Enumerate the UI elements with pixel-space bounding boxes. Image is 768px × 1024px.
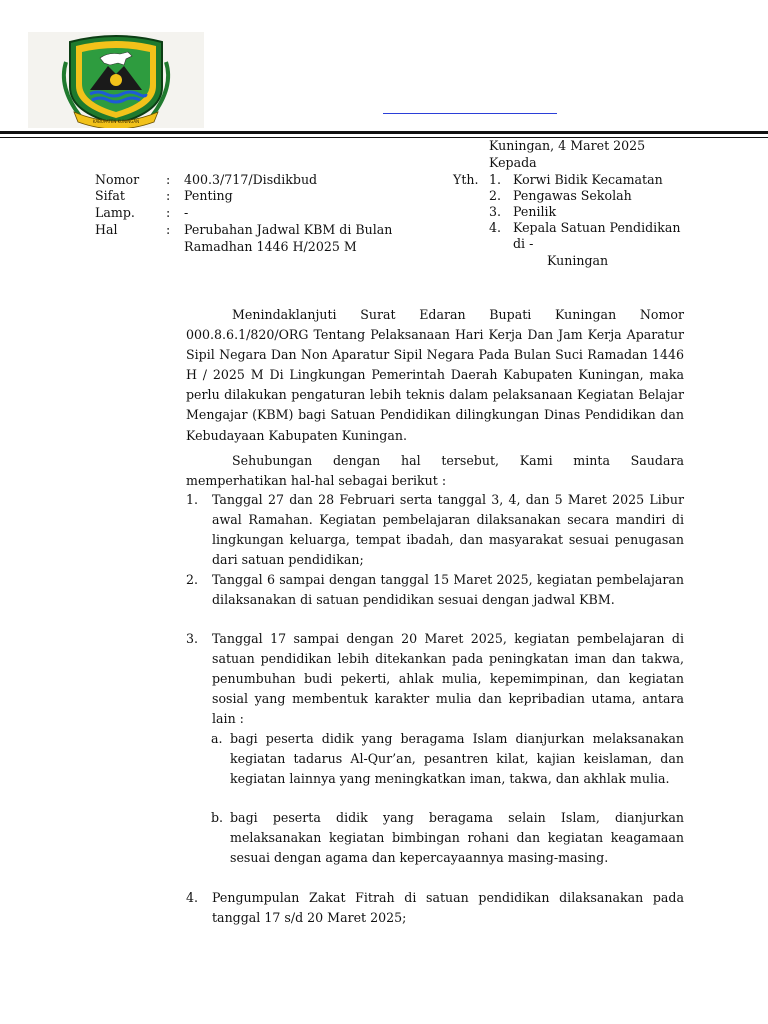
meta-colon: :	[166, 172, 171, 187]
meta-label: Hal	[95, 222, 118, 237]
recipient-num: 3.	[489, 204, 502, 219]
body-paragraph-1: Menindaklanjuti Surat Edaran Bupati Kuningan Nomor 000.8.6.1/820/ORG Tentang Pelaksanaan Hari Kerja Dan Jam Kerja Aparatur Sipil Negara Dan Non Aparatur Sipil Negara Pada Bulan Suci Ramadan 1446 H / 2025 M Di Lingkungan Pemerintah Daerah Kabupaten Kuningan, maka perlu dilakukan pengaturan lebih teknis dalam pelaksanaan Kegiatan Belajar Mengajar (KBM) bagi Satuan Pendidikan dilingkungan Dinas Pendidikan dan Kebudayaan Kabupaten Kuningan.	[186, 307, 684, 443]
meta-colon: :	[166, 222, 171, 237]
letterhead-logo-area	[28, 32, 204, 128]
date-line: Kuningan, 4 Maret 2025	[489, 138, 646, 153]
letterhead-rule-thick	[0, 131, 768, 134]
meta-colon: :	[166, 205, 171, 220]
recipient-num: 1.	[489, 172, 502, 187]
meta-value: 400.3/717/Disdikbud	[184, 172, 318, 187]
to-label: Kepada	[489, 155, 537, 170]
meta-colon: :	[166, 188, 171, 203]
recipient-name: Penilik	[513, 204, 557, 219]
list-item-text: Pengumpulan Zakat Fitrah di satuan pendidikan dilaksanakan pada tanggal 17 s/d 20 Maret 2025;	[212, 890, 684, 926]
recipient-name: Korwi Bidik Kecamatan	[513, 172, 663, 187]
letter-meta	[95, 172, 435, 262]
sub-item-letter: b.	[211, 810, 224, 825]
meta-label: Sifat	[95, 188, 125, 203]
header-link-line	[383, 113, 557, 114]
letterhead-rule-thin	[0, 137, 768, 138]
body-paragraph-2: Sehubungan dengan hal tersebut, Kami minta Saudara memperhatikan hal-hal sebagai berikut :	[186, 453, 684, 489]
list-item-number: 1.	[186, 492, 199, 507]
meta-label: Lamp.	[95, 205, 135, 220]
list-item-number: 3.	[186, 631, 199, 646]
recipient-name: Pengawas Sekolah	[513, 188, 632, 203]
recipient-num: 4.	[489, 220, 502, 235]
logo-text: KABUPATEN KUNINGAN	[92, 119, 140, 124]
meta-value: Penting	[184, 188, 233, 203]
list-item-text: Tanggal 27 dan 28 Februari serta tanggal 3, 4, dan 5 Maret 2025 Libur awal Ramahan. Kegiatan pembelajaran dilaksanakan secara mandiri di lingkungan keluarga, tempat ibadah, dan masyarakat sesuai penugasan dari satuan pendidikan;	[212, 492, 684, 568]
sub-item-text: bagi peserta didik yang beragama selain Islam, dianjurkan melaksanakan kegiatan bimbingan rohani dan kegiatan keagamaan sesuai dengan agama dan kepercayaannya masing-masing.	[230, 810, 684, 866]
meta-value: Perubahan Jadwal KBM di Bulan	[184, 222, 393, 237]
list-item-text: Tanggal 17 sampai dengan 20 Maret 2025, kegiatan pembelajaran di satuan pendidikan lebih ditekankan pada peningkatan iman dan takwa, penumbuhan budi pekerti, ahlak mulia, kepemimpinan, dan kegiatan sosial yang membentuk karakter mulia dan kepribadian utama, antara lain :	[212, 631, 684, 727]
meta-label: Nomor	[95, 172, 140, 187]
sub-item-text: bagi peserta didik yang beragama Islam dianjurkan melaksanakan kegiatan tadarus Al-Qur’an, pesantren kilat, kajian keislaman, dan kegiatan lainnya yang meningkatkan iman, takwa, dan akhlak mulia.	[230, 731, 684, 787]
yth-label: Yth.	[453, 172, 479, 187]
list-item-number: 2.	[186, 572, 199, 587]
kabupaten-kuningan-emblem-icon	[28, 32, 204, 128]
meta-value: Ramadhan 1446 H/2025 M	[184, 239, 357, 254]
recipient-name: Kepala Satuan Pendidikan	[513, 220, 681, 235]
meta-value: -	[184, 205, 189, 220]
sub-item-letter: a.	[211, 731, 223, 746]
recipient-place: Kuningan	[547, 253, 609, 268]
recipient-di: di -	[513, 236, 534, 251]
list-item-text: Tanggal 6 sampai dengan tanggal 15 Maret 2025, kegiatan pembelajaran dilaksanakan di satuan pendidikan sesuai dengan jadwal KBM.	[212, 572, 684, 608]
list-item-number: 4.	[186, 890, 199, 905]
recipient-num: 2.	[489, 188, 502, 203]
